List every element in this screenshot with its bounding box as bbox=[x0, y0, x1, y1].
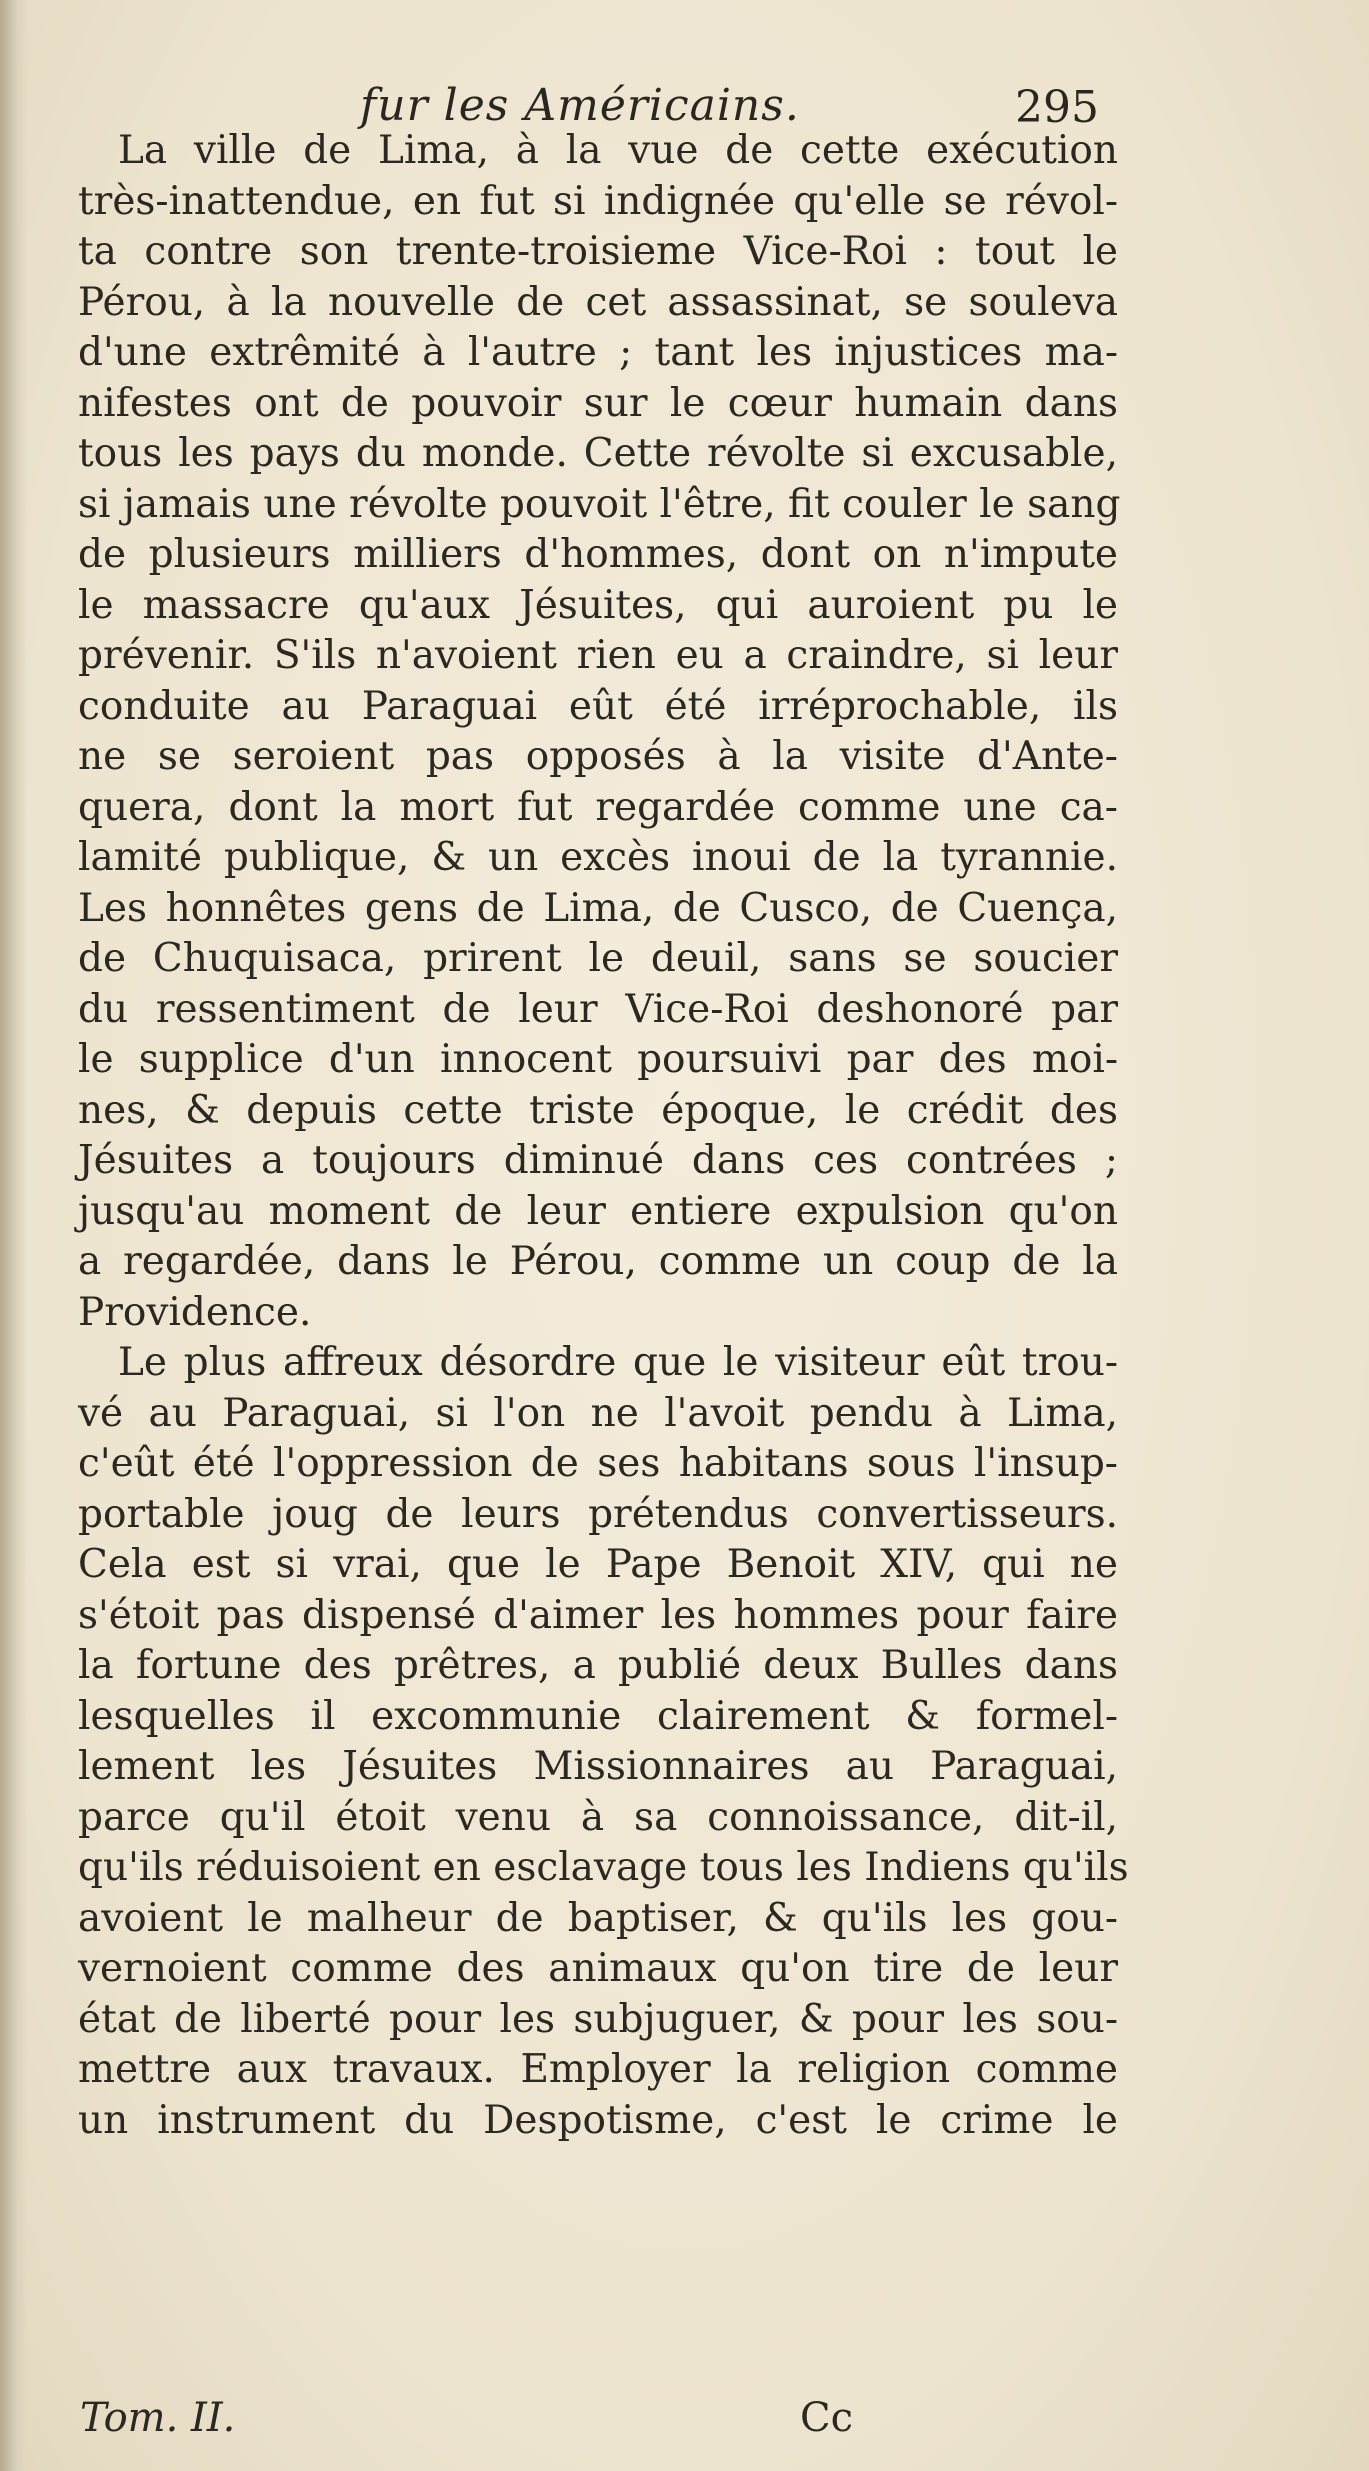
text-line: très-inattendue, en fut si indignée qu'elle se révol- bbox=[78, 178, 1118, 224]
text-line: conduite au Paraguai eût été irréprochable, ils bbox=[78, 683, 1118, 729]
text-line: qu'ils réduisoient en esclavage tous les Indiens qu'ils bbox=[78, 1845, 1129, 1890]
paragraph-2 bbox=[78, 1338, 1129, 2146]
text-line: prévenir. S'ils n'avoient rien eu a craindre, si leur bbox=[78, 633, 1118, 678]
running-title: fur les Américains. bbox=[360, 80, 800, 131]
text-line: ta contre son trente-troisieme Vice-Roi : tout le bbox=[78, 229, 1118, 274]
text-line: le massacre qu'aux Jésuites, qui auroient pu le bbox=[78, 582, 1118, 628]
text-line: Providence. bbox=[78, 1289, 312, 1335]
signature-mark: Cc bbox=[800, 2395, 854, 2441]
text-line: vernoient comme des animaux qu'on tire de leur bbox=[78, 1946, 1118, 1991]
text-line: quera, dont la mort fut regardée comme une ca- bbox=[78, 784, 1118, 830]
page-footer bbox=[0, 2395, 1369, 2455]
text-line: vé au Paraguai, si l'on ne l'avoit pendu à Lima, bbox=[78, 1390, 1118, 1436]
text-line: lement les Jésuites Missionnaires au Paraguai, bbox=[78, 1744, 1118, 1789]
paragraph-1 bbox=[78, 126, 1121, 1338]
text-line: d'une extrêmité à l'autre ; tant les injustices ma- bbox=[78, 330, 1118, 375]
text-line: la fortune des prêtres, a publié deux Bulles dans bbox=[78, 1643, 1118, 1688]
page-number: 295 bbox=[1015, 82, 1099, 133]
text-line: état de liberté pour les subjuguer, & pour les sou- bbox=[78, 1996, 1118, 2042]
text-line: nifestes ont de pouvoir sur le cœur humain dans bbox=[78, 380, 1118, 426]
volume-label: Tom. II. bbox=[80, 2395, 236, 2441]
text-line: si jamais une révolte pouvoit l'être, fit couler le sang bbox=[78, 481, 1121, 527]
text-line: du ressentiment de leur Vice-Roi deshonoré par bbox=[78, 986, 1118, 1032]
text-line: La ville de Lima, à la vue de cette exécution bbox=[118, 128, 1118, 173]
text-line: mettre aux travaux. Employer la religion comme bbox=[78, 2047, 1118, 2092]
text-line: un instrument du Despotisme, c'est le crime le bbox=[78, 2097, 1118, 2143]
text-line: ne se seroient pas opposés à la visite d'Ante- bbox=[78, 734, 1118, 779]
text-line: avoient le malheur de baptiser, & qu'ils les gou- bbox=[78, 1895, 1118, 1941]
text-line: Jésuites a toujours diminué dans ces contrées ; bbox=[78, 1138, 1118, 1183]
text-line: Cela est si vrai, que le Pape Benoit XIV, qui ne bbox=[78, 1542, 1118, 1587]
text-line: s'étoit pas dispensé d'aimer les hommes pour faire bbox=[78, 1592, 1118, 1638]
text-line: nes, & depuis cette triste époque, le crédit des bbox=[78, 1087, 1118, 1133]
text-line: Le plus affreux désordre que le visiteur eût trou- bbox=[118, 1340, 1118, 1385]
text-line: a regardée, dans le Pérou, comme un coup de la bbox=[78, 1239, 1118, 1284]
text-line: lesquelles il excommunie clairement & formel- bbox=[78, 1693, 1118, 1739]
text-line: le supplice d'un innocent poursuivi par des moi- bbox=[78, 1037, 1118, 1082]
text-line: jusqu'au moment de leur entiere expulsion qu'on bbox=[78, 1188, 1118, 1234]
text-line: de Chuquisaca, prirent le deuil, sans se soucier bbox=[78, 936, 1118, 981]
text-line: portable joug de leurs prétendus convertisseurs. bbox=[78, 1491, 1118, 1537]
text-line: tous les pays du monde. Cette révolte si excusable, bbox=[78, 431, 1118, 476]
text-line: Pérou, à la nouvelle de cet assassinat, se souleva bbox=[78, 279, 1118, 325]
text-line: de plusieurs milliers d'hommes, dont on n'impute bbox=[78, 532, 1118, 577]
text-line: Les honnêtes gens de Lima, de Cusco, de Cuença, bbox=[78, 885, 1118, 931]
body-text bbox=[78, 126, 1129, 2146]
text-line: parce qu'il étoit venu à sa connoissance, dit-il, bbox=[78, 1794, 1118, 1840]
text-line: c'eût été l'oppression de ses habitans sous l'insup- bbox=[78, 1441, 1118, 1486]
text-line: lamité publique, & un excès inoui de la tyrannie. bbox=[78, 835, 1118, 880]
